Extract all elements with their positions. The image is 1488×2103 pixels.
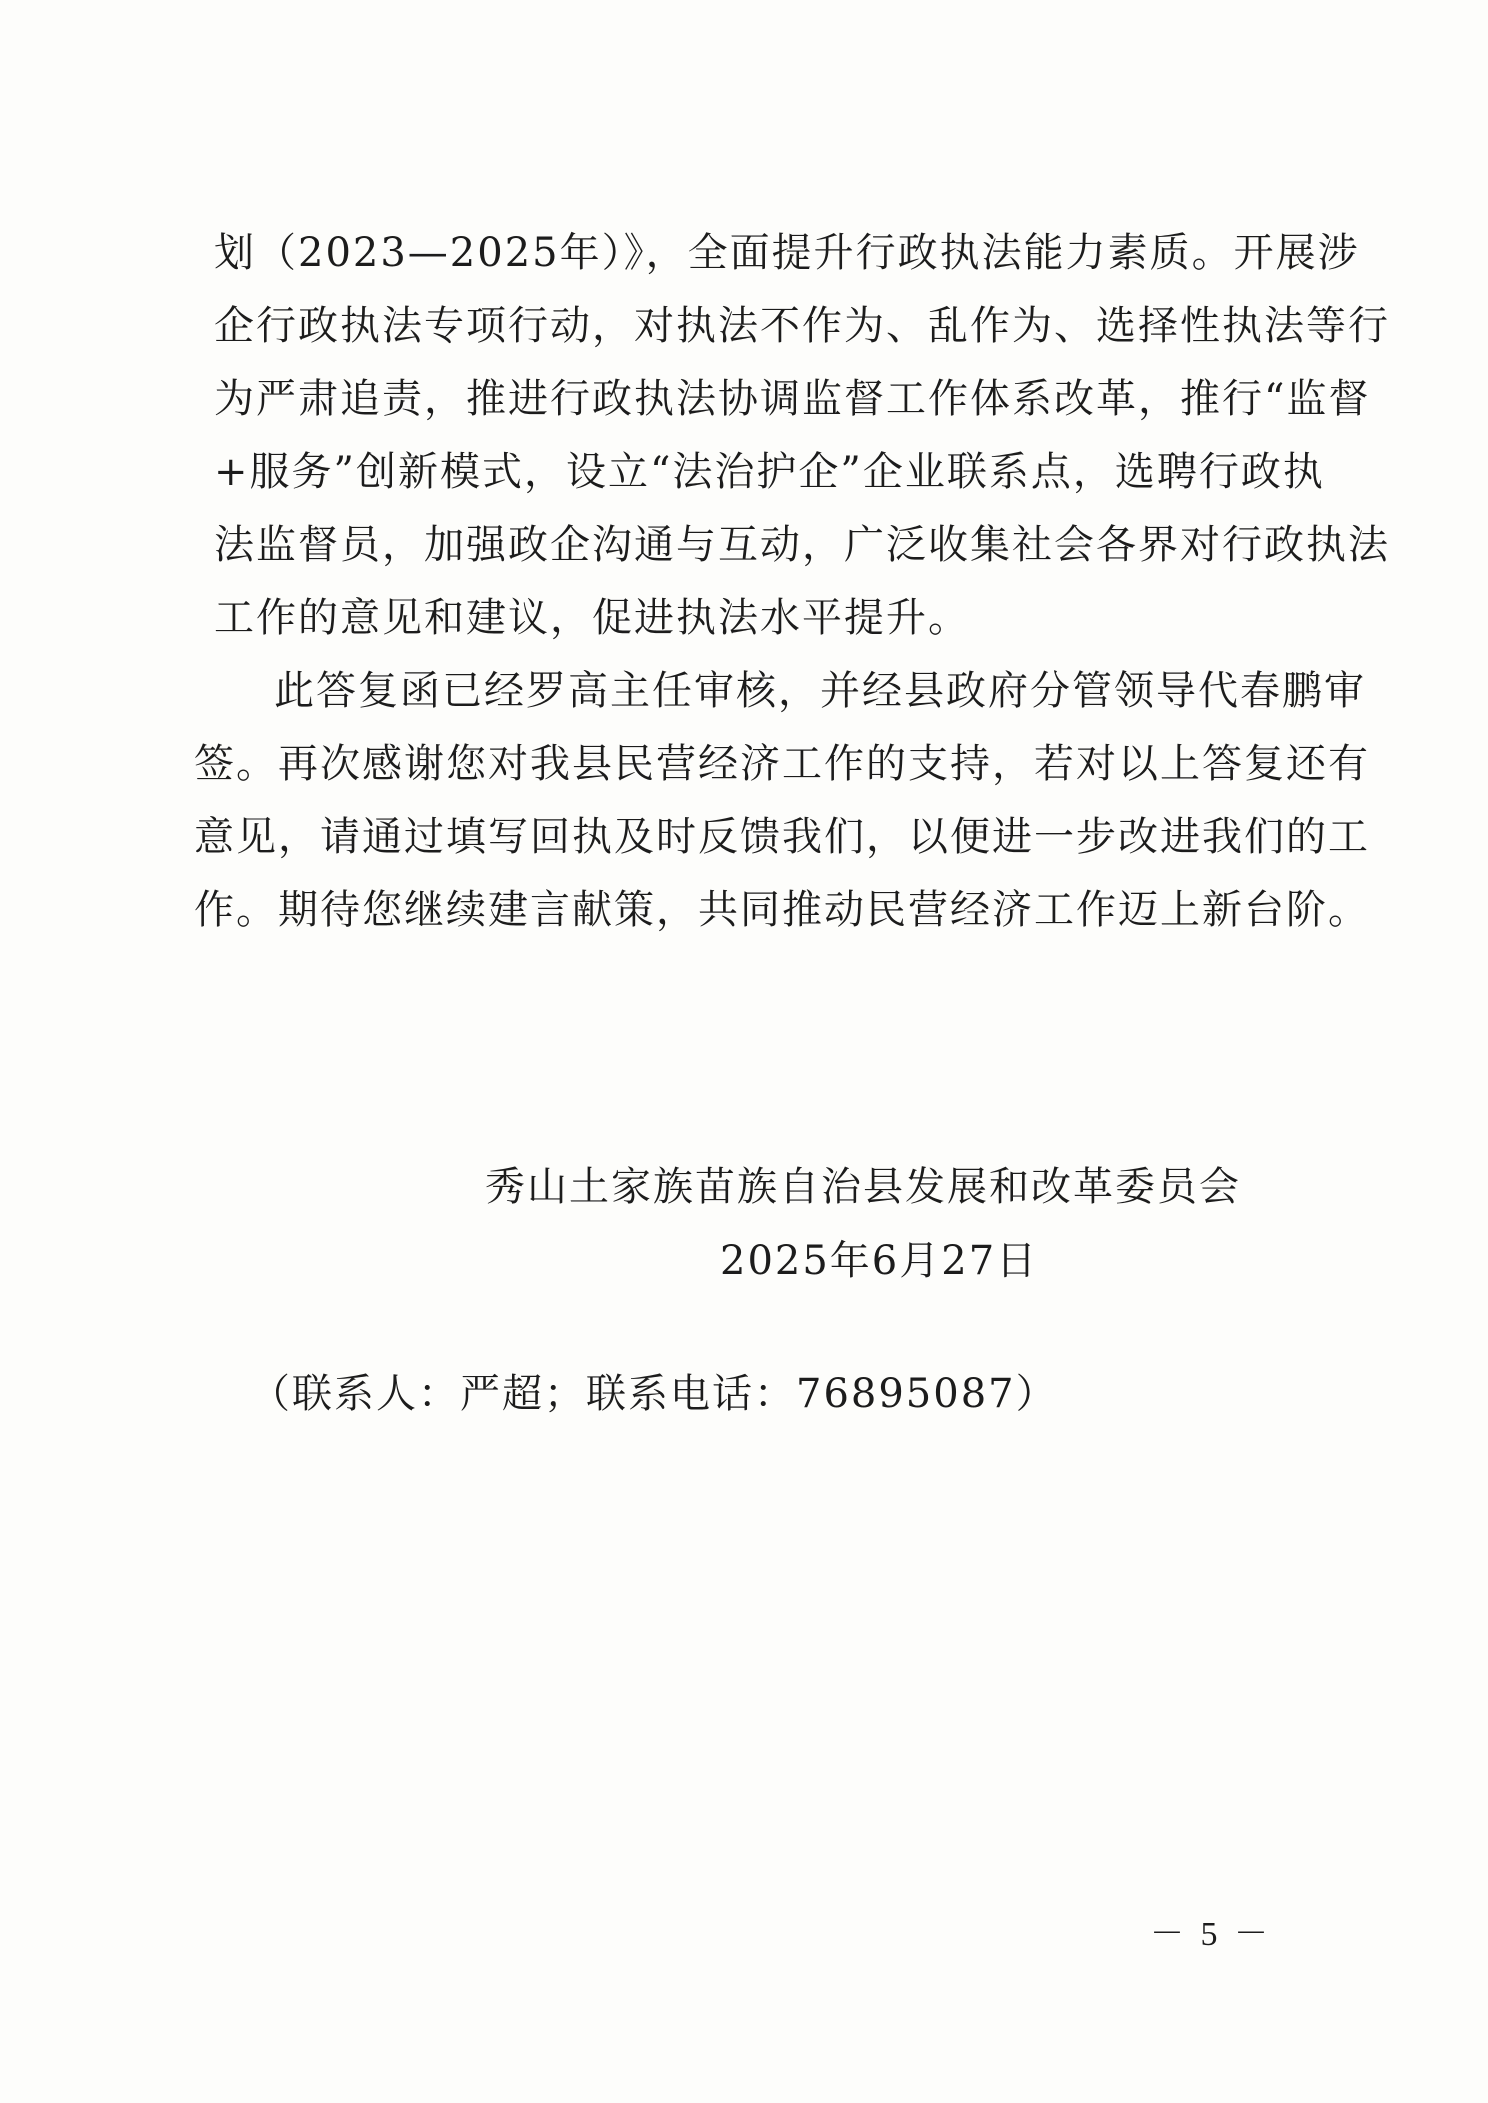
signature-date: 2025年6月27日 bbox=[720, 1238, 1039, 1284]
paragraph-line: 工作的意见和建议，促进执法水平提升。 bbox=[214, 595, 970, 641]
paragraph-line: 划（2023—2025年）》，全面提升行政执法能力素质。开展涉 bbox=[214, 230, 1360, 276]
page-number: － 5 － bbox=[1150, 1916, 1272, 1953]
paragraph-line: 企行政执法专项行动，对执法不作为、乱作为、选择性执法等行 bbox=[214, 303, 1390, 349]
paragraph-line: 为严肃追责，推进行政执法协调监督工作体系改革，推行“监督 bbox=[214, 376, 1371, 422]
paragraph-line: +服务”创新模式，设立“法治护企”企业联系点，选聘行政执 bbox=[214, 449, 1325, 495]
paragraph-line: 此答复函已经罗高主任审核，并经县政府分管领导代春鹏审 bbox=[274, 668, 1366, 714]
paragraph-line: 意见，请通过填写回执及时反馈我们，以便进一步改进我们的工 bbox=[194, 814, 1370, 860]
paragraph-line: 作。期待您继续建言献策，共同推动民营经济工作迈上新台阶。 bbox=[194, 887, 1370, 933]
signature-organization: 秀山土家族苗族自治县发展和改革委员会 bbox=[485, 1164, 1241, 1210]
contact-info: （联系人：严超；联系电话：76895087） bbox=[250, 1371, 1058, 1417]
paragraph-line: 签。再次感谢您对我县民营经济工作的支持，若对以上答复还有 bbox=[194, 741, 1370, 787]
paragraph-line: 法监督员，加强政企沟通与互动，广泛收集社会各界对行政执法 bbox=[214, 522, 1390, 568]
